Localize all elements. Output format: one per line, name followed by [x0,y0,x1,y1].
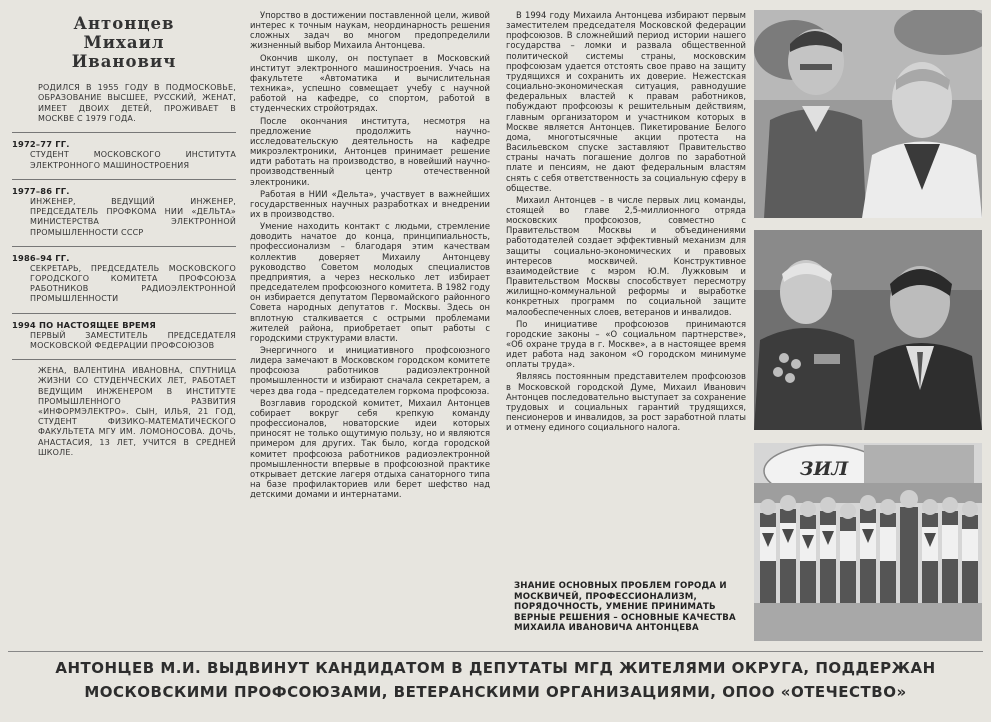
paragraph: Упорство в достижении поставленной цели, живой интерес к точным наукам, неординарность решения сложных задач во многом предопределили жизненный выбор Михаила Антонцева. [250,10,490,51]
paragraph: Умение находить контакт с людьми, стремление доводить начатое до конца, принципиальность, профессионализм – благодаря этим качествам коллектив доверяет Михаилу Антонцеву руководство Советом молодых специалистов предприятия, а через несколько лет избирает председателем профсоюзного комитета. В 1982 году он избирается депутатом Первомайского районного Совета народных депутатов г. Москвы. Здесь он вплотную сталкивается с острыми проблемами жителей района, приобретает опыт работы с городскими структурами власти. [250,221,490,343]
period-text: ИНЖЕНЕР, ВЕДУЩИЙ ИНЖЕНЕР, ПРЕДСЕДАТЕЛЬ ПРОФКОМА НИИ «ДЕЛЬТА» МИНИСТЕРСТВА ЭЛЕКТРОННОЙ ПРОМЫШЛЕННОСТИ СССР [30,196,236,237]
divider [8,651,983,652]
divider [12,246,236,247]
paragraph: Работая в НИИ «Дельта», участвует в важнейших государственных научных разработках и внедрении их в производство. [250,188,490,219]
period-years: 1977–86 ГГ. [12,185,70,196]
paragraph: По инициативе профсоюзов принимаются городские законы – «О социальном партнерстве», «Об охране труда в г. Москве», а в настоящее время идет работа над законом «О городском минимуме оплаты труда». [506,318,746,370]
candidate-name [12,14,236,71]
name-line: Иванович [71,52,177,71]
paragraph: Михаил Антонцев – в числе первых лиц команды, стоящей во главе 2,5-миллионного отряда московских профсоюзов, совместно с Правительством Москвы и объединениями работодателей создает эффективный механизм для защиты социально-экономических и правовых интересов москвичей. Конструктивное взаимодействие с мэром Ю.М. Лужковым и Правительством Москвы способствует пересмотру жилищно-коммунальной реформы и выработке конкретных программ по социальной защите малообеспеченных слоев, ветеранов и инвалидов. [506,194,746,317]
photo-children-group [754,443,982,641]
name-line: Антонцев [73,14,175,33]
name-line: Михаил [83,33,165,52]
photo-two-men-outdoors [754,10,982,218]
period-years: 1986–94 ГГ. [12,252,70,263]
paragraph: Возглавив городской комитет, Михаил Антонцев собирает вокруг себя крепкую команду профессионалов, новаторские идеи которых приносят не только ощутимую пользу, но и являются примером для других. Так было, когда городской комитет профсоюза работников радиоэлектронной промышленности впервые в профсоюзной практике открывает детские лагеря отдыха санаторного типа на базе профилакториев или берет шефство над детскими домами и интернатами. [250,397,490,500]
banner-line-1: АНТОНЦЕВ М.И. ВЫДВИНУТ КАНДИДАТОМ В ДЕПУТАТЫ МГД ЖИТЕЛЯМИ ОКРУГА, ПОДДЕРЖАН [55,659,936,677]
paragraph: Окончив школу, он поступает в Московский институт электронного машиностроения. Учась на факультете «Автоматика и вычислительная техника», успешно совмещает учебу с научной работой на кафедре, со спортом, работой в студенческих стройотрядах. [250,52,490,114]
banner-line-2: МОСКОВСКИМИ ПРОФСОЮЗАМИ, ВЕТЕРАНСКИМИ ОРГАНИЗАЦИЯМИ, ОПОО «ОТЕЧЕСТВО» [84,683,907,701]
period-text: ПЕРВЫЙ ЗАМЕСТИТЕЛЬ ПРЕДСЕДАТЕЛЯ МОСКОВСКОЙ ФЕДЕРАЦИИ ПРОФСОЮЗОВ [30,330,236,351]
paragraph: Энергичного и инициативного профсоюзного лидера замечают в Московском городском комитете профсоюза работников радиоэлектронной промышленности и избирают сначала секретарем, а через два года – председателем горкома профсоюза. [250,345,490,396]
period-years: 1994 ПО НАСТОЯЩЕЕ ВРЕМЯ [12,319,156,330]
photo-image [754,230,982,430]
paragraph: В 1994 году Михаила Антонцева избирают первым заместителем председателя Московской федерации профсоюзов. В сложнейший период истории нашего государства – ломки и развала общественной политической системы страны, московским профсоюзам удается отстоять свое право на защиту трудящихся и сохранить их доверие. Нежестская социально-экономическая ситуация, равнодушие федеральных властей к правам работников, побуждают профсоюзы к решительным действиям, главным организатором и участником которых в Москве является Антонцев. Пикетирование Белого дома, многотысячные акции протеста на Васильевском спуске заставляют Правительство страны начать погашение долгов по заработной плате и пенсиям, не дают федеральным властям снять с себя ответственность за социальную сферу в обществе. [506,10,746,193]
photo-veteran-meeting [754,230,982,430]
article-column-3 [506,10,746,456]
article-column-2 [250,10,490,635]
period-text: СЕКРЕТАРЬ, ПРЕДСЕДАТЕЛЬ МОСКОВСКОГО ГОРОДСКОГО КОМИТЕТА ПРОФСОЮЗА РАБОТНИКОВ РАДИОЭЛЕКТРОННОЙ ПРОМЫШЛЕННОСТИ [30,263,236,304]
key-qualities: ЗНАНИЕ ОСНОВНЫХ ПРОБЛЕМ ГОРОДА И МОСКВИЧЕЙ, ПРОФЕССИОНАЛИЗМ, ПОРЯДОЧНОСТЬ, УМЕНИЕ ПРИНИМАТЬ ВЕРНЫЕ РЕШЕНИЯ – ОСНОВНЫЕ КАЧЕСТВА МИХАИЛА ИВАНОВИЧА АНТОНЦЕВА [514,581,736,634]
divider [12,179,236,180]
period-text: СТУДЕНТ МОСКОВСКОГО ИНСТИТУТА ЭЛЕКТРОННОГО МАШИНОСТРОЕНИЯ [30,150,236,170]
photo-image [754,10,982,218]
paragraph: Являясь постоянным представителем профсоюзов в Московской городской Думе, Михаил Иванович Антонцев последовательно выступает за сохранение трудовых и социальных гарантий трудящихся, пенсионеров и инвалидов, за рост заработной платы и отмену единого социального налога. [506,371,746,433]
divider [12,132,236,133]
bio-intro: РОДИЛСЯ В 1955 ГОДУ В ПОДМОСКОВЬЕ, ОБРАЗОВАНИЕ ВЫСШЕЕ, РУССКИЙ, ЖЕНАТ, ИМЕЕТ ДВОИХ ДЕТЕЙ, ПРОЖИВАЕТ В МОСКВЕ С 1979 ГОДА. [38,83,236,123]
divider [12,359,236,360]
family-info: ЖЕНА, ВАЛЕНТИНА ИВАНОВНА, СПУТНИЦА ЖИЗНИ СО СТУДЕНЧЕСКИХ ЛЕТ, РАБОТАЕТ ВЕДУЩИМ ИНЖЕНЕРОМ В ИНСТИТУТЕ ПРОМЫШЛЕННОГО РАЗВИТИЯ «ИНФОРМЭЛЕКТРО». СЫН, ИЛЬЯ, 21 ГОД, СТУДЕНТ ФИЗИКО-МАТЕМАТИЧЕСКОГО ФАКУЛЬТЕТА МГУ ИМ. ЛОМОНОСОВА. ДОЧЬ, АНАСТАСИЯ, 13 ЛЕТ, УЧИТСЯ В СРЕДНЕЙ ШКОЛЕ. [38,366,236,457]
period-years: 1972–77 ГГ. [12,139,70,150]
paragraph: После окончания института, несмотря на предложение продолжить научно-исследовательскую деятельность на кафедре микроэлектроники, Антонцев принимает решение идти работать на производство, в новейший научно-производственный центр отечественной электроники. [250,115,490,187]
zil-balloon-sign: ЗИЛ [799,458,849,480]
biography-column [12,10,236,650]
divider [12,313,236,314]
